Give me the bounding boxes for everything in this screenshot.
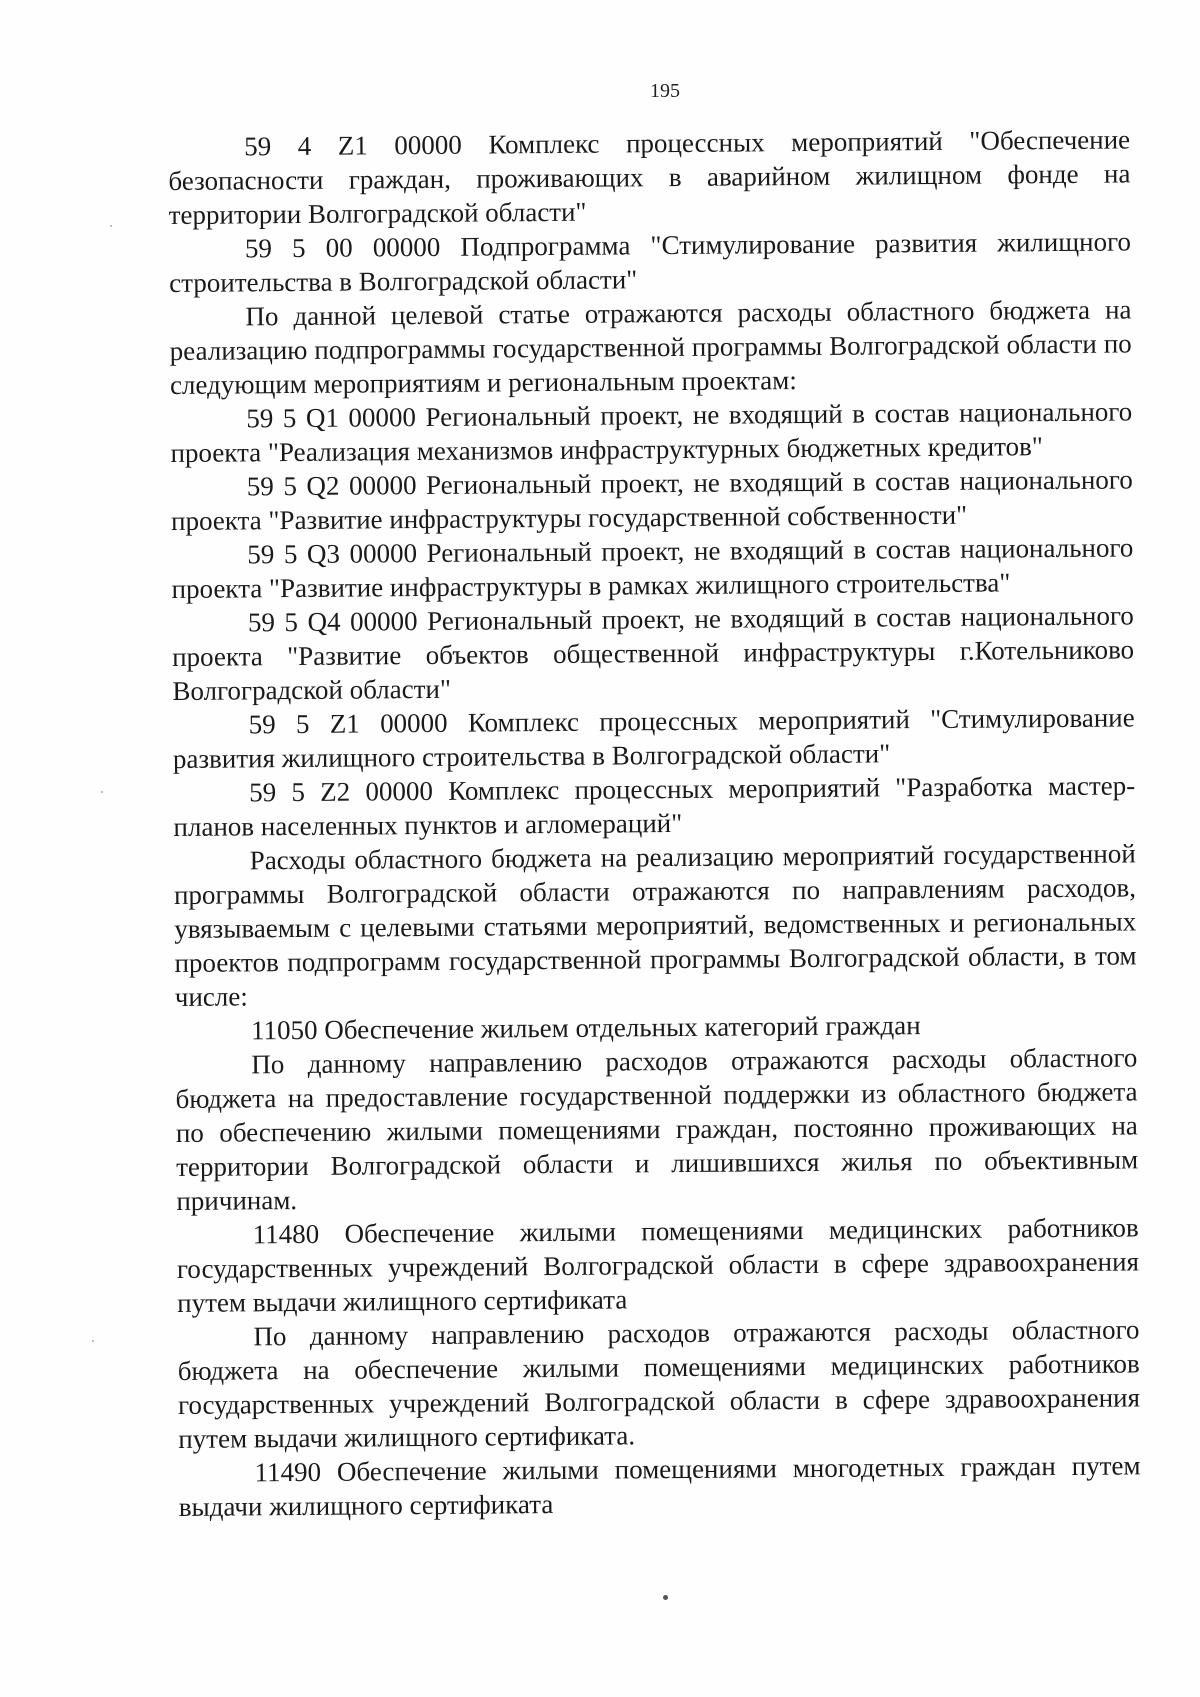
scan-speck bbox=[110, 225, 112, 227]
paragraph-direction-11490: 11490 Обеспечение жилыми помещениями многодетных граждан путем выдачи жилищного сертификата bbox=[178, 1450, 1141, 1522]
scan-speck bbox=[92, 1340, 94, 1342]
scan-speck bbox=[101, 791, 103, 793]
document-body bbox=[168, 122, 1141, 1524]
scan-speck bbox=[663, 1595, 668, 1600]
paragraph-direction-11480: 11480 Обеспечение жилыми помещениями медицинских работников государственных учреждений Волгоградской области в сфере здравоохранения путем выдачи жилищного сертификата bbox=[176, 1212, 1140, 1318]
paragraph-complex-59-5-z2: 59 5 Z2 00000 Комплекс процессных мероприятий "Разработка мастер-планов населенных пунктов и агломераций" bbox=[173, 770, 1136, 842]
paragraph-complex-59-5-z1: 59 5 Z1 00000 Комплекс процессных мероприятий "Стимулирование развития жилищного строительства в Волгоградской области" bbox=[172, 702, 1135, 774]
paragraph-project-59-5-q3: 59 5 Q3 00000 Региональный проект, не входящий в состав национального проекта "Развитие инфраструктуры в рамках жилищного строительства" bbox=[171, 532, 1134, 604]
paragraph-direction-11050: 11050 Обеспечение жильем отдельных категорий граждан bbox=[250, 1010, 921, 1046]
paragraph-subprogram-59-5: 59 5 00 00000 Подпрограмма "Стимулирование развития жилищного строительства в Волгоградской области" bbox=[169, 226, 1132, 298]
paragraph-subprogram-description: По данной целевой статье отражаются расходы областного бюджета на реализацию подпрограммы государственной программы Волгоградской области по следующим мероприятиям и региональным проектам: bbox=[169, 294, 1132, 400]
paragraph-direction-11050-description: По данному направлению расходов отражаются расходы областного бюджета на предоставление государственной поддержки из областного бюджета по обеспечению жилыми помещениями граждан, постоянно проживающих на территории Волгоградской области и лишившихся жилья по объективным причинам. bbox=[175, 1042, 1139, 1216]
page-number: 195 bbox=[650, 80, 680, 102]
paragraph-project-59-5-q2: 59 5 Q2 00000 Региональный проект, не входящий в состав национального проекта "Развитие инфраструктуры государственной собственности" bbox=[170, 464, 1133, 536]
paragraph-direction-11480-description: По данному направлению расходов отражаются расходы областного бюджета на обеспечение жилыми помещениями медицинских работников государственных учреждений Волгоградской области в сфере здравоохранения путем выдачи жилищного сертификата. bbox=[177, 1314, 1141, 1454]
paragraph-project-59-5-q4: 59 5 Q4 00000 Региональный проект, не входящий в состав национального проекта "Развитие объектов общественной инфраструктуры г.Котельниково Волгоградской области" bbox=[172, 600, 1135, 706]
paragraph-expenses-intro: Расходы областного бюджета на реализацию мероприятий государственной программы Волгоградской области отражаются по направлениям расходов, увязываемым с целевыми статьями мероприятий, ведомственных и региональных проектов подпрограмм государственной программы Волгоградской области, в том числе: bbox=[173, 838, 1137, 1012]
paragraph-target-article-59-4-z1: 59 4 Z1 00000 Комплекс процессных мероприятий "Обеспечение безопасности граждан, проживающих в аварийном жилищном фонде на территории Волгоградской области" bbox=[168, 124, 1131, 230]
paragraph-project-59-5-q1: 59 5 Q1 00000 Региональный проект, не входящий в состав национального проекта "Реализация механизмов инфраструктурных бюджетных кредитов" bbox=[170, 396, 1133, 468]
